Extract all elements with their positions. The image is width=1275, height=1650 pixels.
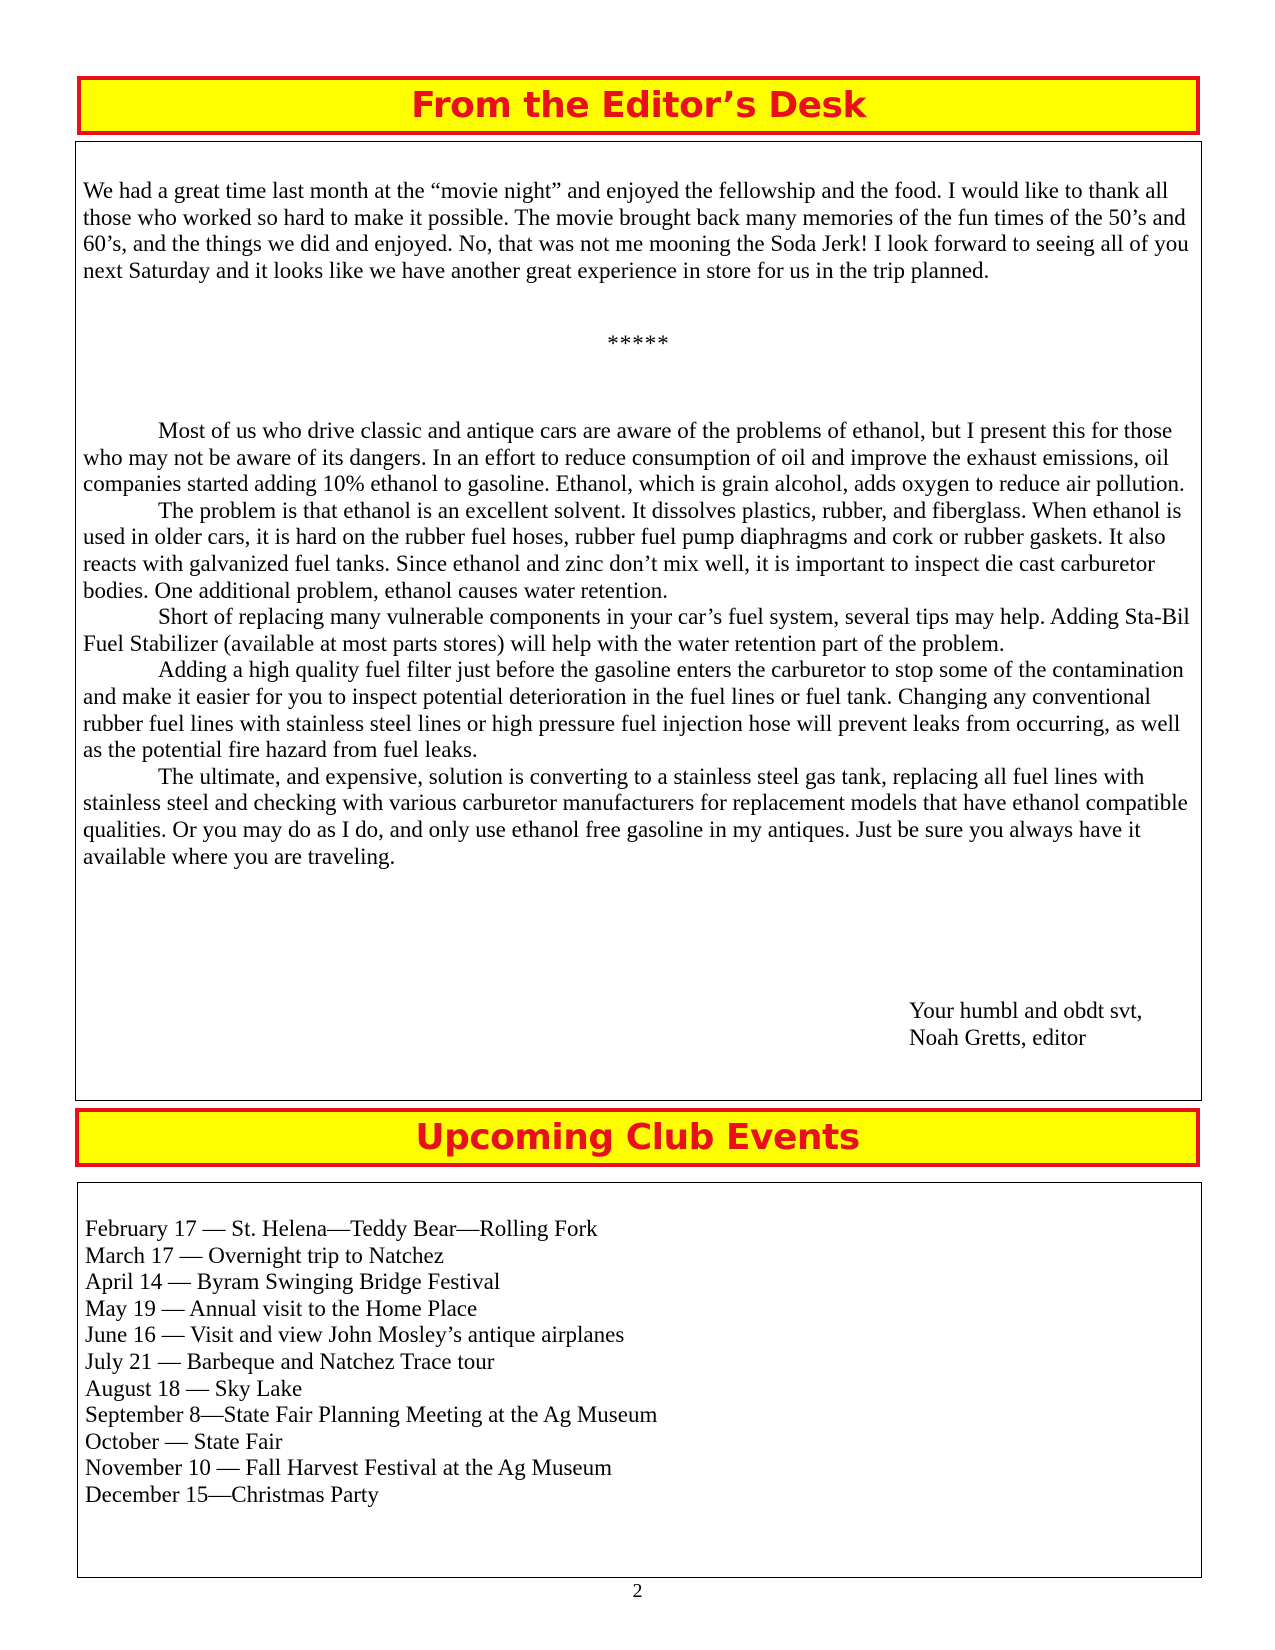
event-item: November 10 — Fall Harvest Festival at the Ag Museum [85,1455,613,1481]
article-paragraph: Most of us who drive classic and antique cars are aware of the problems of ethanol, but I present this for those who may not be aware of its dangers. In an effort to reduce consumption of oil and improve the exhaust emissions, oil companies started adding 10% ethanol to gasoline. Ethanol, which is grain alcohol, adds oxygen to reduce air pollution. [83,418,1185,497]
events-section-title: Upcoming Club Events [415,1117,860,1158]
editor-signoff [909,998,1189,1051]
editor-intro-paragraph: We had a great time last month at the “movie night” and enjoyed the fellowship and the food. I would like to thank all those who worked so hard to make it possible. The movie brought back many memories of the fun times of the 50’s and 60’s, and the things we did and enjoyed. No, that was not me mooning the Soda Jerk! I look forward to seeing all of you next Saturday and it looks like we have another great experience in store for us in the trip planned. [83,178,1189,283]
article-paragraph: The problem is that ethanol is an excellent solvent. It dissolves plastics, rubber, and fiberglass. When ethanol is used in older cars, it is hard on the rubber fuel hoses, rubber fuel pump diaphragms and cork or rubber gaskets. It also reacts with galvanized fuel tanks. Since ethanol and zinc don’t mix well, it is important to inspect die cast carburetor bodies. One additional problem, ethanol causes water retention. [83,497,1182,603]
editor-section-title: From the Editor’s Desk [411,85,866,126]
ethanol-article [83,418,1195,870]
event-item: April 14 — Byram Swinging Bridge Festival [85,1269,501,1295]
article-paragraph: Short of replacing many vulnerable components in your car’s fuel system, several tips may help. Adding Sta-Bil Fuel Stabilizer (available at most parts stores) will help with the water retention part of the problem. [83,604,1190,656]
events-section-banner [75,1108,1200,1167]
editor-section-banner [77,76,1200,135]
event-item: March 17 — Overnight trip to Natchez [85,1242,444,1268]
events-list [85,1216,985,1509]
event-item: October — State Fair [85,1428,283,1454]
article-paragraph: The ultimate, and expensive, solution is converting to a stainless steel gas tank, replacing all fuel lines with stainless steel and checking with various carburetor manufacturers for replacement models that have ethanol compatible qualities. Or you may do as I do, and only use ethanol free gasoline in my antiques. Just be sure you always have it available where you are traveling. [83,763,1188,869]
signoff-closing: Your humbl and obdt svt, [909,998,1143,1023]
event-item: July 21 — Barbeque and Natchez Trace tour [85,1348,495,1374]
page-number: 2 [632,1580,643,1602]
signoff-signature: Noah Gretts, editor [909,1024,1086,1050]
section-separator: ***** [607,331,670,356]
event-item: December 15—Christmas Party [85,1481,379,1507]
event-item: August 18 — Sky Lake [85,1375,303,1401]
article-paragraph: Adding a high quality fuel filter just before the gasoline enters the carburetor to stop some of the contamination and make it easier for you to inspect potential deterioration in the fuel lines or fuel tank. Changing any conventional rubber fuel lines with stainless steel lines or high pressure fuel injection hose will prevent leaks from occurring, as well as the potential fire hazard from fuel leaks. [83,657,1184,763]
event-item: May 19 — Annual visit to the Home Place [85,1295,478,1321]
event-item: June 16 — Visit and view John Mosley’s antique airplanes [85,1322,625,1348]
event-item: September 8—State Fair Planning Meeting at the Ag Museum [85,1402,658,1428]
event-item: February 17 — St. Helena—Teddy Bear—Rolling Fork [85,1216,598,1241]
